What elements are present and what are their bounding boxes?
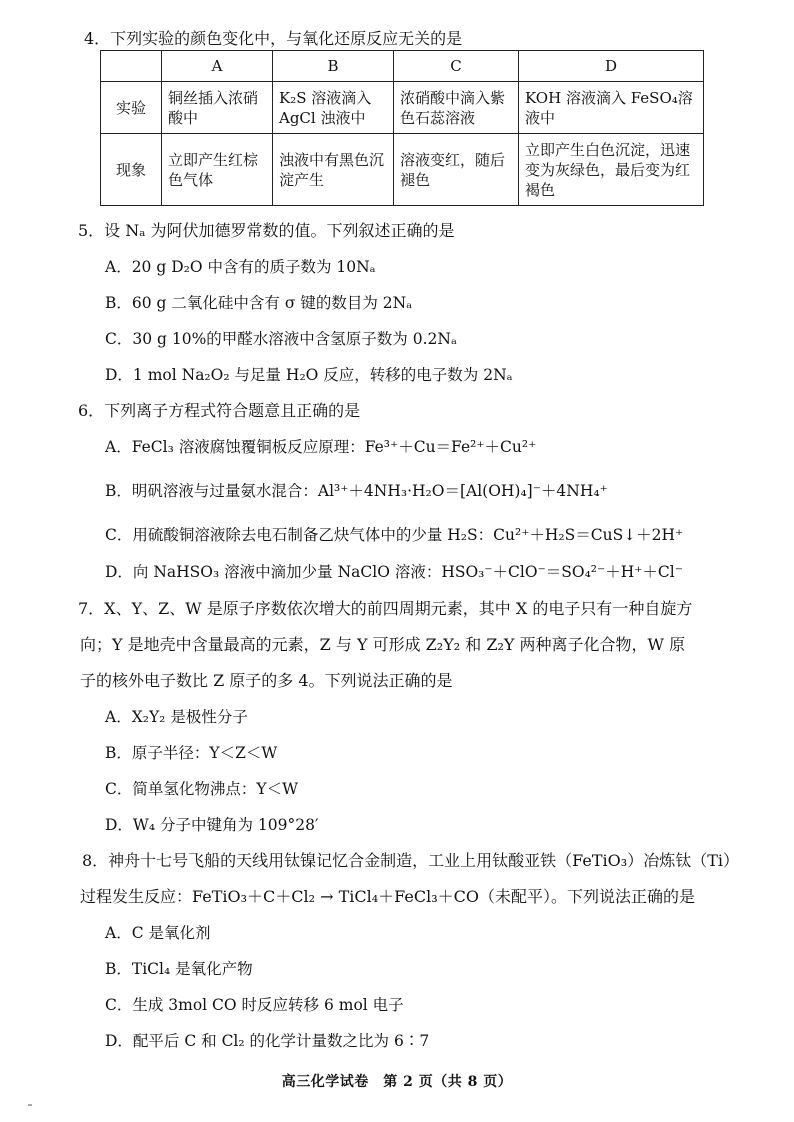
- q6-option-d: D．向 NaHSO₃ 溶液中滴加少量 NaClO 溶液：HSO₃⁻＋ClO⁻＝SO₄²⁻＋H⁺＋Cl⁻: [105, 563, 683, 581]
- table-row: [101, 134, 704, 206]
- row-label: 实验: [101, 82, 162, 134]
- table-header-cell: A: [162, 51, 273, 82]
- q6-stem: 6．下列离子方程式符合题意且正确的是: [78, 401, 361, 420]
- page-footer: 高三化学试卷 第 2 页（共 8 页）: [281, 1074, 513, 1090]
- q5-option-b: B．60 g 二氧化硅中含有 σ 键的数目为 2Nₐ: [105, 294, 413, 312]
- q5-option-c: C．30 g 10%的甲醛水溶液中含氢原子数为 0.2Nₐ: [105, 330, 457, 348]
- q6-option-b: B．明矾溶液与过量氨水混合：Al³⁺＋4NH₃·H₂O＝[Al(OH)₄]⁻＋4NH₄⁺: [105, 482, 608, 500]
- q6-option-c: C．用硫酸铜溶液除去电石制备乙炔气体中的少量 H₂S：Cu²⁺＋H₂S＝CuS↓＋2H⁺: [105, 526, 684, 544]
- q5-option-a: A．20 g D₂O 中含有的质子数为 10Nₐ: [105, 258, 376, 276]
- q8-option-b: B．TiCl₄ 是氧化产物: [105, 960, 253, 978]
- q5-option-d: D．1 mol Na₂O₂ 与足量 H₂O 反应，转移的电子数为 2Nₐ: [105, 366, 513, 384]
- q7-option-a: A．X₂Y₂ 是极性分子: [105, 708, 248, 726]
- q7-option-b: B．原子半径：Y＜Z＜W: [105, 744, 278, 762]
- table-cell: 立即产生红棕色气体: [162, 134, 273, 206]
- q7-stem-line: 向；Y 是地壳中含量最高的元素，Z 与 Y 可形成 Z₂Y₂ 和 Z₂Y 两种离子化合物，W 原: [80, 635, 686, 654]
- row-label: 现象: [101, 134, 162, 206]
- q7-option-c: C．简单氢化物沸点：Y＜W: [105, 780, 299, 798]
- q7-stem-line: 7．X、Y、Z、W 是原子序数依次增大的前四周期元素，其中 X 的电子只有一种自旋方: [78, 599, 693, 618]
- table-cell: K₂S 溶液滴入AgCl 浊液中: [273, 82, 394, 134]
- q8-option-d: D．配平后 C 和 Cl₂ 的化学计量数之比为 6∶7: [105, 1032, 430, 1050]
- q8-option-a: A．C 是氧化剂: [105, 924, 211, 942]
- q8-stem-line: 8．神舟十七号飞船的天线用钛镍记忆合金制造，工业上用钛酸亚铁（FeTiO₃）冶炼钛（Ti）: [82, 851, 739, 870]
- table-cell: 浓硝酸中滴入紫色石蕊溶液: [394, 82, 519, 134]
- q6-option-a: A．FeCl₃ 溶液腐蚀覆铜板反应原理：Fe³⁺＋Cu＝Fe²⁺＋Cu²⁺: [105, 438, 537, 456]
- q7-stem-line: 子的核外电子数比 Z 原子的多 4。下列说法正确的是: [80, 671, 453, 690]
- table-header-cell: D: [519, 51, 704, 82]
- q8-stem-line: 过程发生反应：FeTiO₃＋C＋Cl₂ → TiCl₄＋FeCl₃＋CO（未配平）。下列说法正确的是: [80, 887, 696, 906]
- table-header-cell: C: [394, 51, 519, 82]
- q7-option-d: D．W₄ 分子中键角为 109°28′: [105, 816, 319, 834]
- scan-speck: [28, 1104, 32, 1106]
- table-header-cell: B: [273, 51, 394, 82]
- table-header-row: [101, 51, 704, 82]
- q5-stem: 5．设 Nₐ 为阿伏加德罗常数的值。下列叙述正确的是: [78, 221, 455, 240]
- table-cell: 铜丝插入浓硝酸中: [162, 82, 273, 134]
- table-cell: 立即产生白色沉淀，迅速变为灰绿色，最后变为红褐色: [519, 134, 704, 206]
- q4-experiment-table: [100, 50, 704, 206]
- table-cell: KOH 溶液滴入 FeSO₄溶液中: [519, 82, 704, 134]
- q8-option-c: C．生成 3mol CO 时反应转移 6 mol 电子: [105, 996, 404, 1014]
- table-row: [101, 82, 704, 134]
- q4-stem: 4．下列实验的颜色变化中，与氧化还原反应无关的是: [84, 29, 463, 48]
- table-header-cell: [101, 51, 162, 82]
- table-cell: 浊液中有黑色沉淀产生: [273, 134, 394, 206]
- table-cell: 溶液变红，随后褪色: [394, 134, 519, 206]
